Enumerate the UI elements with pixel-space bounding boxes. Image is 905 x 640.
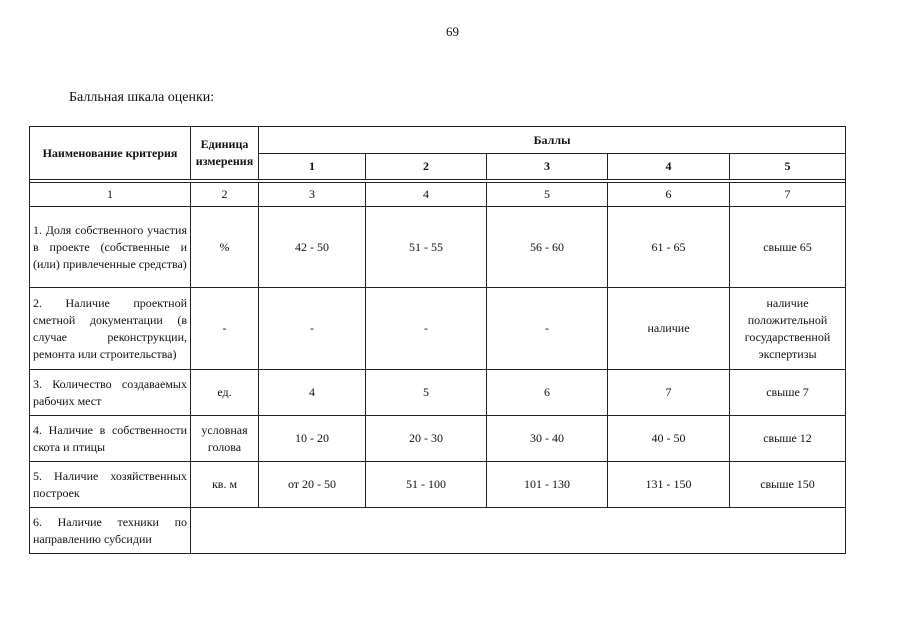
score-cell: наличие (608, 288, 730, 370)
score-cell: 5 (366, 370, 487, 416)
criterion-cell: 4. Наличие в собственности скота и птицы (30, 416, 191, 462)
score-cell: - (366, 288, 487, 370)
page-number: 69 (446, 24, 459, 39)
table-row (30, 370, 846, 416)
header-score-4: 4 (608, 154, 730, 180)
header-criterion: Наименование критерия (30, 127, 191, 180)
header-score-3: 3 (487, 154, 608, 180)
table-heading: Балльная шкала оценки: (69, 90, 215, 105)
header-scores-group: Баллы (259, 127, 846, 154)
header-score-1: 1 (259, 154, 366, 180)
score-cell: свыше 65 (730, 207, 846, 288)
column-number: 2 (191, 183, 259, 207)
score-cell: 4 (259, 370, 366, 416)
empty-merged-cell (191, 508, 846, 554)
header-score-2: 2 (366, 154, 487, 180)
column-number: 4 (366, 183, 487, 207)
score-table (29, 126, 846, 554)
column-number: 1 (30, 183, 191, 207)
header-row-1 (30, 127, 846, 154)
column-number: 6 (608, 183, 730, 207)
score-cell: - (259, 288, 366, 370)
score-cell: 61 - 65 (608, 207, 730, 288)
score-cell: 20 - 30 (366, 416, 487, 462)
score-cell: 10 - 20 (259, 416, 366, 462)
score-cell: 42 - 50 (259, 207, 366, 288)
score-cell: - (487, 288, 608, 370)
header-score-5: 5 (730, 154, 846, 180)
score-cell: 7 (608, 370, 730, 416)
table-row (30, 416, 846, 462)
score-cell: 51 - 55 (366, 207, 487, 288)
column-number: 7 (730, 183, 846, 207)
unit-cell: кв. м (191, 462, 259, 508)
score-cell: 131 - 150 (608, 462, 730, 508)
table-row (30, 508, 846, 554)
score-cell: наличие положительной государственной экспертизы (730, 288, 846, 370)
score-cell: 101 - 130 (487, 462, 608, 508)
table-row (30, 288, 846, 370)
score-cell: 56 - 60 (487, 207, 608, 288)
score-cell: 40 - 50 (608, 416, 730, 462)
unit-cell: % (191, 207, 259, 288)
criterion-cell: 2. Наличие проектной сметной документации (в случае реконструкции, ремонта или строительства) (30, 288, 191, 370)
criterion-cell: 6. Наличие техники по направлению субсидии (30, 508, 191, 554)
column-number: 5 (487, 183, 608, 207)
criterion-cell: 1. Доля собственного участия в проекте (собственные и (или) привлеченные средства) (30, 207, 191, 288)
header-unit: Единица измерения (191, 127, 259, 180)
score-cell: 51 - 100 (366, 462, 487, 508)
unit-cell: - (191, 288, 259, 370)
score-cell: свыше 12 (730, 416, 846, 462)
score-cell: 6 (487, 370, 608, 416)
table-row (30, 462, 846, 508)
score-cell: свыше 7 (730, 370, 846, 416)
unit-cell: ед. (191, 370, 259, 416)
criterion-cell: 3. Количество создаваемых рабочих мест (30, 370, 191, 416)
score-cell: от 20 - 50 (259, 462, 366, 508)
column-number: 3 (259, 183, 366, 207)
score-cell: 30 - 40 (487, 416, 608, 462)
unit-cell: условная голова (191, 416, 259, 462)
criterion-cell: 5. Наличие хозяйственных построек (30, 462, 191, 508)
table-row (30, 207, 846, 288)
score-cell: свыше 150 (730, 462, 846, 508)
column-numbers-row (30, 183, 846, 207)
